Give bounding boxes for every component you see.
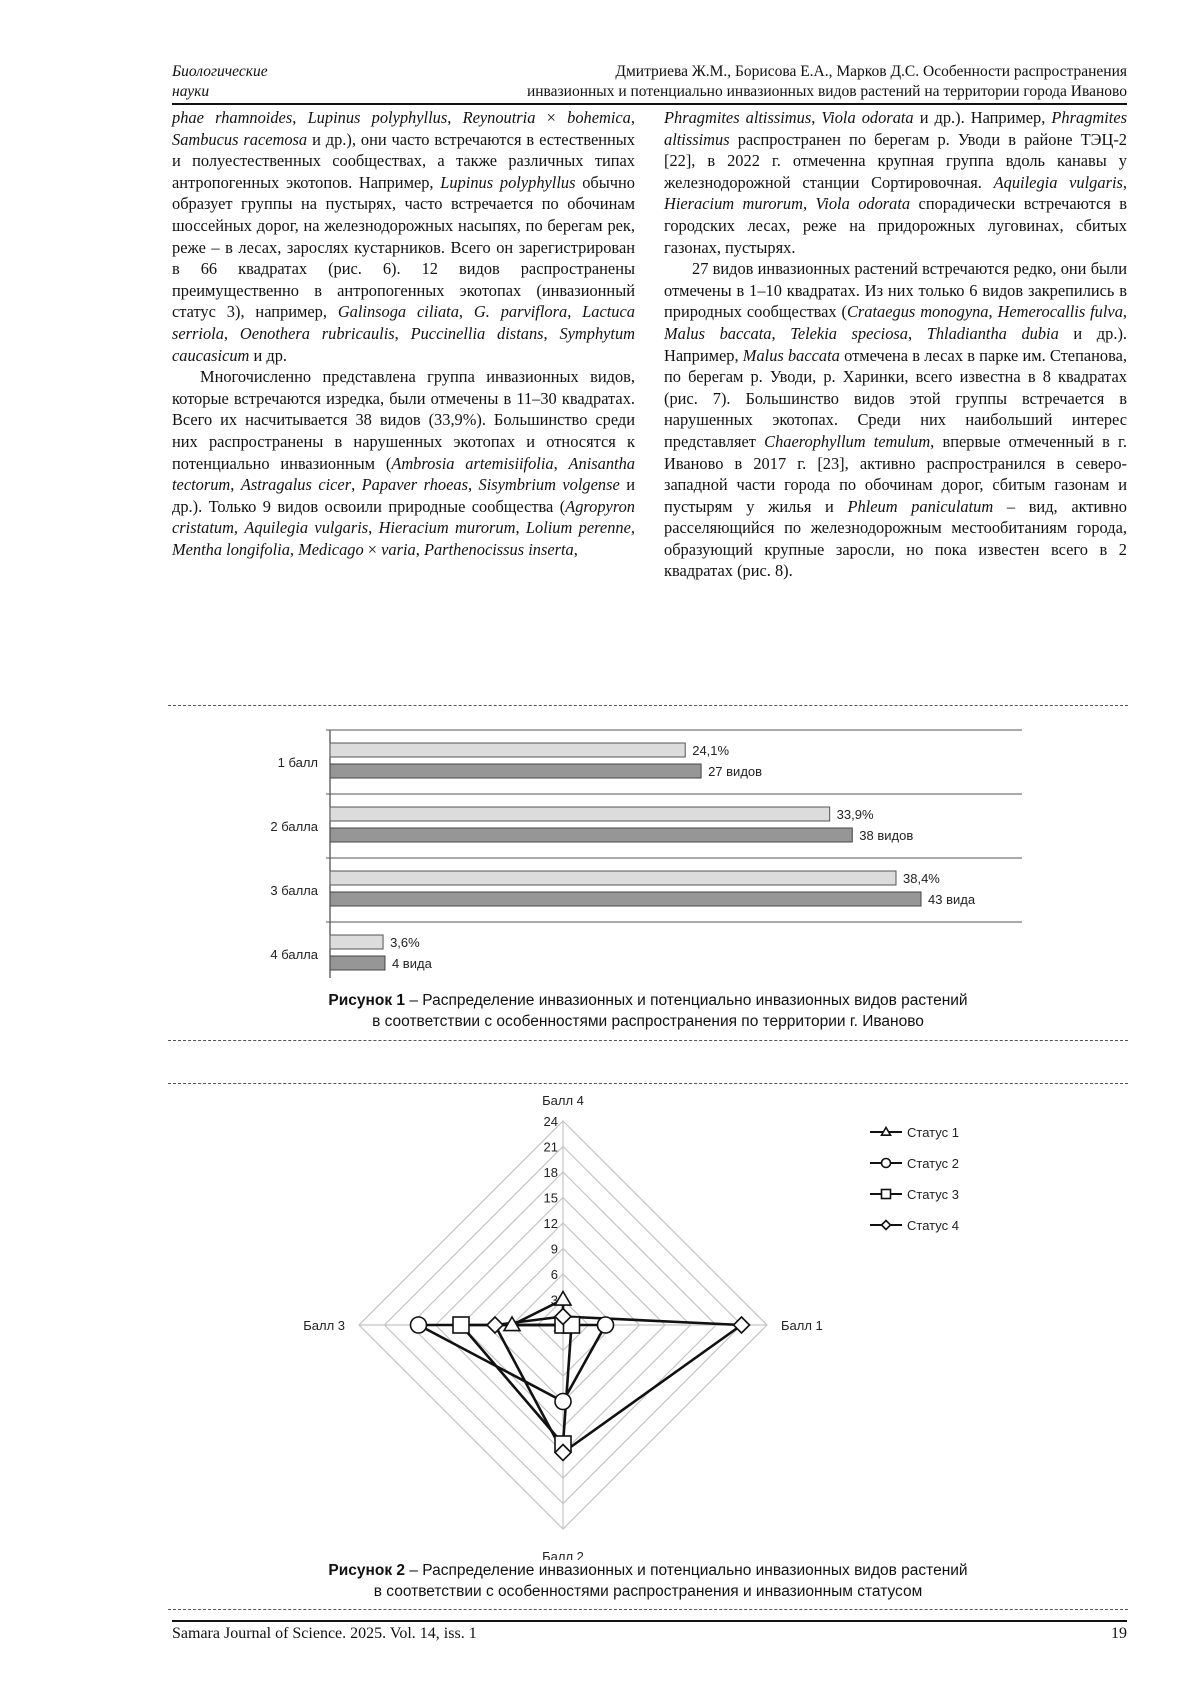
legend-label: Статус 4 (907, 1218, 959, 1233)
marker-diamond (487, 1317, 503, 1333)
category-label: 4 балла (270, 947, 318, 962)
figure2-label: Рисунок 2 (328, 1562, 406, 1579)
tick-label: 12 (543, 1216, 558, 1231)
data-label-species: 38 видов (859, 828, 914, 843)
tick-label: 3 (550, 1292, 558, 1308)
figure2-caption (168, 1560, 1128, 1602)
tick-label: 6 (550, 1267, 558, 1282)
marker-circle (598, 1317, 614, 1333)
right-paragraph: Phragmites altissimus, Viola odorata и др.). Например, Phragmites altissimus распространен по берегам р. Уводи в районе ТЭЦ-2 [22], в 2022 г. отмеченна крупная группа вдоль канавы у железнодорожной станции Сортировочная. Aquilegia vulgaris, Hieracium murorum, Viola odorata спорадически встречаются в городских лесах, реже на придорожных луговинах, сбитых газонах, пустырях. (664, 108, 1127, 257)
bar-percent (330, 743, 685, 757)
journal-citation: Samara Journal of Science. 2025. Vol. 14, iss. 1 (172, 1625, 477, 1642)
tick-label: 9 (550, 1241, 558, 1257)
bar-percent (330, 807, 830, 821)
legend-label: Статус 1 (907, 1125, 959, 1140)
data-label-species: 43 вида (928, 892, 976, 907)
figure1-caption (168, 990, 1128, 1032)
marker-square (453, 1317, 469, 1333)
figure1-caption-text: – Распределение инвазионных и потенциально инвазионных видов растений (405, 992, 968, 1009)
category-label: 2 балла (270, 819, 318, 834)
axis-label: Балл 1 (781, 1318, 823, 1333)
axis-label: Балл 2 (542, 1549, 584, 1560)
bar-percent (330, 871, 896, 885)
running-title-cont: инвазионных и потенциально инвазионных видов растений на территории города Иваново (526, 83, 1127, 100)
left-column (172, 107, 635, 560)
figure1-top-rule (168, 705, 1128, 706)
category-label: 3 балла (270, 883, 318, 898)
marker-square (882, 1190, 891, 1199)
tick-label: 18 (543, 1165, 558, 1180)
axis-label: Балл 4 (542, 1093, 584, 1108)
section-name: Биологические (172, 63, 268, 80)
legend-label: Статус 2 (907, 1156, 959, 1171)
figure2-caption-line2: в соответствии с особенностями распространения и инвазионным статусом (373, 1583, 923, 1600)
left-paragraph: Многочисленно представлена группа инвазионных видов, которые встречаются изредка, были отмечены в 11–30 квадратах. Всего их насчитывается 38 видов (33,9%). Большинство среди них распространены в нарушенных экотопах и относятся к потенциально инвазионным (Ambrosia artemisiifolia, Anisantha tectorum, Astragalus cicer, Papaver rhoeas, Sisymbrium volgense и др.). Только 9 видов освоили природные сообщества (Agropyron cristatum, Aquilegia vulgaris, Hieracium murorum, Lolium perenne, Mentha longifolia, Medicago × varia, Parthenocissus inserta, (172, 367, 635, 559)
figure1-bar-chart (0, 718, 1200, 978)
marker-circle (411, 1317, 427, 1333)
data-label-species: 4 вида (391, 956, 432, 971)
running-title: Дмитриева Ж.М., Борисова Е.А., Марков Д.С. Особенности распространения (615, 63, 1127, 80)
bar-species (330, 956, 385, 970)
page-number: 19 (1111, 1625, 1127, 1642)
right-column (664, 107, 1127, 582)
marker-triangle (882, 1128, 891, 1136)
data-label-percent: 38,4% (903, 871, 940, 886)
bar-percent (330, 935, 383, 949)
data-label-percent: 33,9% (836, 807, 874, 822)
bar-species (330, 828, 852, 842)
figure2-bottom-rule (168, 1609, 1128, 1610)
marker-circle (882, 1159, 891, 1168)
tick-label: 24 (543, 1114, 558, 1129)
tick-label: 15 (543, 1190, 558, 1206)
left-paragraph: phae rhamnoides, Lupinus polyphyllus, Reynoutria × bohemica, Sambucus racemosa и др.), они часто встречаются в естественных и полуестественных сообществах, а также различных типах антропогенных экотопов. Например, Lupinus polyphyllus обычно образует группы на пустырях, часто встречается по обочинам шоссейных дорог, на железнодорожных насыпях, по берегам рек, реже – в лесах, зарослях кустарников. Всего он зарегистрирован в 66 квадратах (рис. 6). 12 видов распространены преимущественно в антропогенных экотопах (инвазионный статус 3), например, Galinsoga ciliata, G. parviflora, Lactuca serriola, Oenothera rubricaulis, Puccinellia distans, Symphytum caucasicum и др. (172, 108, 636, 365)
header-rule (172, 103, 1127, 105)
category-label: 1 балл (277, 755, 318, 770)
data-label-species: 27 видов (708, 764, 763, 779)
tick-label: 21 (543, 1139, 558, 1155)
running-header (172, 62, 1127, 102)
footer-rule (172, 1620, 1127, 1622)
figure2-radar-chart (0, 1090, 1200, 1560)
figure1-caption-line2: в соответствии с особенностями распространения по территории г. Иваново (372, 1013, 924, 1030)
marker-circle (555, 1394, 571, 1410)
page-footer (172, 1625, 1127, 1643)
figure1-label: Рисунок 1 (328, 992, 406, 1009)
marker-diamond (882, 1221, 891, 1230)
legend-label: Статус 3 (907, 1187, 959, 1202)
figure1-bottom-rule (168, 1040, 1128, 1041)
bar-species (330, 764, 701, 778)
axis-label: Балл 3 (303, 1318, 345, 1333)
figure2-top-rule (168, 1083, 1128, 1084)
data-label-percent: 3,6% (390, 935, 420, 950)
right-paragraph: 27 видов инвазионных растений встречаются редко, они были отмечены в 1–10 квадратах. Из них только 6 видов закрепились в природных сообществах (Crataegus monogyna, Hemerocallis fulva, Malus baccata, Telekia speciosa, Thladiantha dubia и др.). Например, Malus baccata отмечена в лесах в парке им. Степанова, по берегам р. Уводи, р. Харинки, всего известна в 8 квадратах (рис. 7). Большинство видов этой группы встречается в нарушенных экотопах. Среди них наибольший интерес представляет Chaerophyllum temulum, впервые отмеченный в г. Иваново в 2017 г. [23], активно распространился в северо-западной части города по обочинам дорог, сбитым газонам и пустырям у жилья и Phleum paniculatum – вид, активно расселяющийся по железнодорожным местообитаниям города, образующий крупные заросли, но пока известен всего в 2 квадратах (рис. 8). (664, 259, 1128, 581)
figure2-caption-text: – Распределение инвазионных и потенциально инвазионных видов растений (405, 1562, 968, 1579)
bar-species (330, 892, 921, 906)
section-name-cont: науки (172, 83, 210, 100)
data-label-percent: 24,1% (692, 743, 730, 758)
